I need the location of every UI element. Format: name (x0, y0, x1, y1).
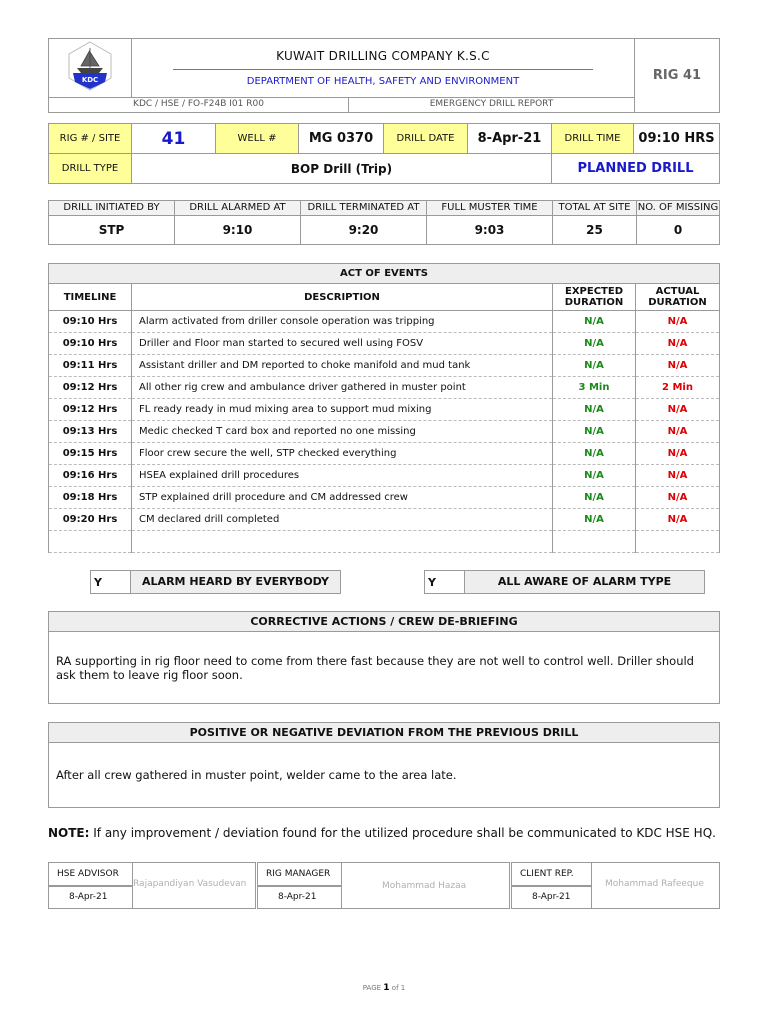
event-expected-duration: N/A (553, 487, 636, 509)
drill-date-label: DRILL DATE (384, 124, 468, 154)
signature-date: 8-Apr-21 (49, 886, 133, 908)
event-expected-duration: N/A (553, 333, 636, 355)
event-expected-duration: N/A (553, 421, 636, 443)
alarm-heard-value: Y (91, 571, 131, 594)
kdc-logo-icon (65, 40, 115, 92)
event-description: All other rig crew and ambulance driver gathered in muster point (132, 377, 553, 399)
event-description: Medic checked T card box and reported no one missing (132, 421, 553, 443)
event-actual-duration: N/A (636, 509, 720, 531)
event-time: 09:16 Hrs (49, 465, 132, 487)
signature-name: Mohammad Hazaa (382, 881, 467, 891)
company-name: KUWAIT DRILLING COMPANY K.S.C (276, 49, 490, 63)
table-row (49, 443, 720, 465)
signature-role: HSE ADVISOR (49, 863, 133, 886)
rig-label: RIG 41 (635, 39, 720, 113)
event-actual-duration: N/A (636, 443, 720, 465)
form-code: KDC / HSE / FO-F24B I01 R00 (49, 98, 349, 112)
note-text: If any improvement / deviation found for the utilized procedure shall be communicated to KDC HSE HQ. (89, 826, 716, 840)
signature-hse-advisor (48, 862, 256, 909)
alarm-heard-box (90, 570, 341, 594)
alarm-aware-box (424, 570, 705, 594)
footer-page-total: of 1 (391, 984, 406, 992)
event-description: Floor crew secure the well, STP checked everything (132, 443, 553, 465)
time-header: DRILL ALARMED AT (175, 201, 301, 216)
signature-date: 8-Apr-21 (512, 886, 592, 908)
event-description: STP explained drill procedure and CM addressed crew (132, 487, 553, 509)
events-title: ACT OF EVENTS (49, 264, 720, 284)
time-header: DRILL TERMINATED AT (301, 201, 427, 216)
signature-role: RIG MANAGER (258, 863, 342, 886)
corrective-actions-section (48, 611, 720, 704)
event-description: Driller and Floor man started to secured well using FOSV (132, 333, 553, 355)
drill-type-value: BOP Drill (Trip) (132, 154, 552, 184)
company-logo-cell (49, 39, 132, 98)
act-of-events-table (48, 263, 720, 553)
event-time: 09:13 Hrs (49, 421, 132, 443)
table-row (49, 377, 720, 399)
report-header (48, 38, 720, 113)
drill-time-value: 09:10 HRS (634, 124, 720, 154)
table-row (49, 531, 720, 553)
event-expected-duration: N/A (553, 465, 636, 487)
page-footer (0, 983, 768, 993)
signature-name: Rajapandiyan Vasudevan (133, 879, 247, 889)
table-row (49, 333, 720, 355)
drill-time-label: DRILL TIME (552, 124, 634, 154)
footer-page-number: 1 (383, 983, 390, 993)
report-title: EMERGENCY DRILL REPORT (429, 99, 554, 109)
well-value: MG 0370 (299, 124, 384, 154)
drill-terminated-at: 9:20 (301, 216, 427, 245)
event-time: 09:11 Hrs (49, 355, 132, 377)
event-description: HSEA explained drill procedures (132, 465, 553, 487)
event-actual-duration: N/A (636, 311, 720, 333)
drill-category: PLANNED DRILL (552, 154, 720, 184)
table-row (49, 421, 720, 443)
time-header: DRILL INITIATED BY (49, 201, 175, 216)
signature-client-rep (511, 862, 720, 909)
event-expected-duration: N/A (553, 355, 636, 377)
event-time: 09:15 Hrs (49, 443, 132, 465)
table-row (49, 465, 720, 487)
footer-page-word: PAGE (362, 984, 382, 992)
table-row (49, 487, 720, 509)
event-actual-duration: N/A (636, 399, 720, 421)
event-time: 09:20 Hrs (49, 509, 132, 531)
total-at-site: 25 (553, 216, 637, 245)
rig-site-label: RIG # / SITE (49, 124, 132, 154)
col-expected-duration: EXPECTED DURATION (553, 284, 636, 311)
corrective-text: RA supporting in rig floor need to come from there fast because they are not well to control well. Driller should ask them to leave rig floor soon. (56, 653, 694, 682)
col-actual-duration: ACTUAL DURATION (636, 284, 720, 311)
department-name: DEPARTMENT OF HEALTH, SAFETY AND ENVIRONMENT (246, 76, 520, 87)
drill-alarmed-at: 9:10 (175, 216, 301, 245)
logo-text: KDC (81, 76, 99, 84)
event-expected-duration: N/A (553, 509, 636, 531)
alarm-aware-value: Y (425, 571, 465, 594)
number-missing: 0 (637, 216, 720, 245)
note-label: NOTE: (48, 826, 90, 840)
event-actual-duration: 2 Min (636, 377, 720, 399)
drill-initiated-by: STP (49, 216, 175, 245)
event-description: CM declared drill completed (132, 509, 553, 531)
col-timeline: TIMELINE (49, 284, 132, 311)
deviation-section (48, 722, 720, 808)
alarm-aware-label: ALL AWARE OF ALARM TYPE (465, 571, 705, 594)
well-label: WELL # (216, 124, 299, 154)
drill-times-table (48, 200, 720, 245)
event-time: 09:12 Hrs (49, 399, 132, 421)
event-actual-duration: N/A (636, 355, 720, 377)
time-header: TOTAL AT SITE (553, 201, 637, 216)
event-expected-duration: N/A (553, 443, 636, 465)
time-header: NO. OF MISSING (637, 201, 720, 216)
event-description: FL ready ready in mud mixing area to support mud mixing (132, 399, 553, 421)
deviation-text: After all crew gathered in muster point, welder came to the area late. (56, 768, 457, 782)
corrective-title: CORRECTIVE ACTIONS / CREW DE-BRIEFING (49, 612, 719, 632)
table-row (49, 509, 720, 531)
alarm-heard-label: ALARM HEARD BY EVERYBODY (131, 571, 341, 594)
rig-site-value: 41 (132, 124, 216, 154)
deviation-title: POSITIVE OR NEGATIVE DEVIATION FROM THE PREVIOUS DRILL (49, 723, 719, 743)
col-description: DESCRIPTION (132, 284, 553, 311)
table-row (49, 399, 720, 421)
event-actual-duration: N/A (636, 421, 720, 443)
time-header: FULL MUSTER TIME (427, 201, 553, 216)
signature-role: CLIENT REP. (512, 863, 592, 886)
event-expected-duration: N/A (553, 311, 636, 333)
event-time: 09:12 Hrs (49, 377, 132, 399)
table-row (49, 355, 720, 377)
signature-rig-manager (257, 862, 510, 909)
event-time: 09:10 Hrs (49, 311, 132, 333)
event-time: 09:10 Hrs (49, 333, 132, 355)
rig-info-table (48, 123, 720, 184)
drill-type-label: DRILL TYPE (49, 154, 132, 184)
table-row (49, 311, 720, 333)
event-actual-duration: N/A (636, 465, 720, 487)
drill-date-value: 8-Apr-21 (468, 124, 552, 154)
full-muster-time: 9:03 (427, 216, 553, 245)
event-expected-duration: 3 Min (553, 377, 636, 399)
event-actual-duration: N/A (636, 333, 720, 355)
event-description: Assistant driller and DM reported to choke manifold and mud tank (132, 355, 553, 377)
event-actual-duration: N/A (636, 487, 720, 509)
event-description: Alarm activated from driller console operation was tripping (132, 311, 553, 333)
event-expected-duration: N/A (553, 399, 636, 421)
note-line (48, 826, 716, 840)
signature-name: Mohammad Rafeeque (605, 879, 704, 889)
event-time: 09:18 Hrs (49, 487, 132, 509)
header-divider (173, 69, 593, 70)
signature-date: 8-Apr-21 (258, 886, 342, 908)
company-info-cell (132, 39, 635, 98)
